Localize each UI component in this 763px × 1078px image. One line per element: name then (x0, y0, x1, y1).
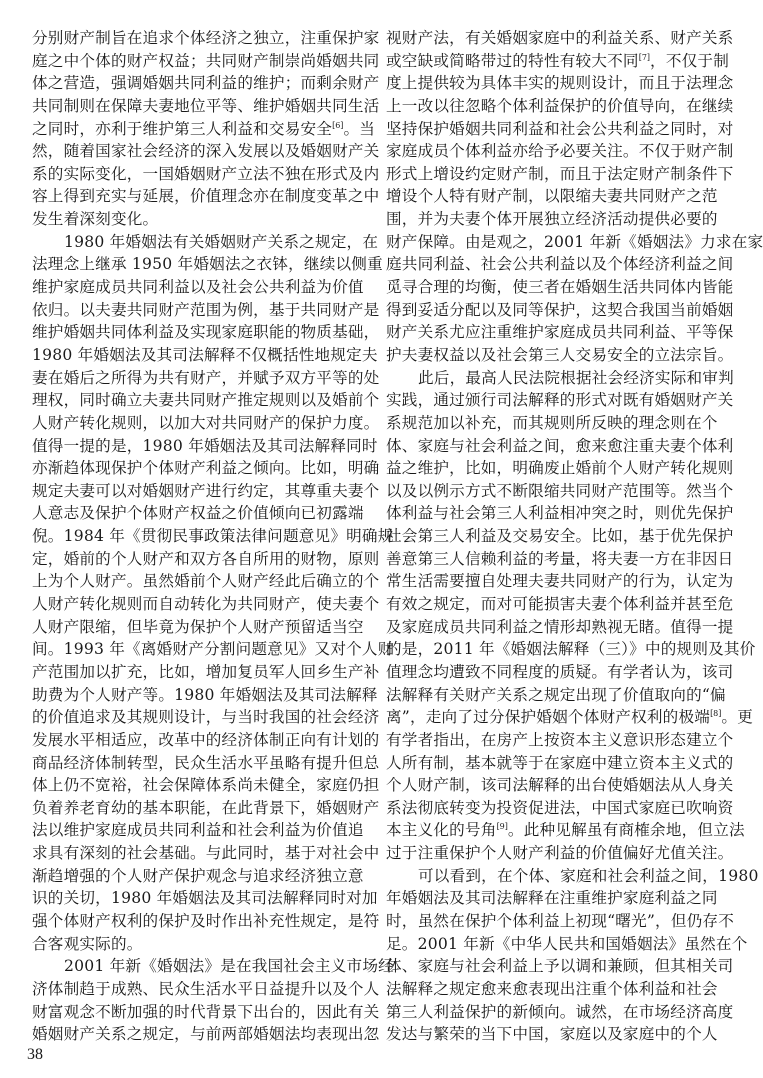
text-line (386, 502, 734, 525)
text-line (386, 367, 734, 390)
text-line (386, 593, 734, 616)
text-line (32, 684, 378, 707)
line-text: 1980 年婚姻法及其司法解释不仅概括性地规定夫 (32, 345, 378, 364)
line-text: 财富观念不断加强的时代背景下出台的，因此有关 (32, 1002, 380, 1021)
text-line (386, 797, 734, 820)
line-text: 倪。1984 年《贯彻民事政策法律问题意见》明确规 (32, 527, 394, 546)
line-text: 定，婚前的个人财产和双方各自所用的财物，原则 (32, 549, 380, 568)
line-text: 体利益与社会第三人利益相冲突之时，则优先保护 (386, 504, 734, 523)
text-line (32, 344, 378, 367)
line-text: 商品经济体制转型，民众生活水平虽略有提升但总 (32, 753, 380, 772)
line-text: 识的关切，1980 年婚姻法及其司法解释同时对加 (32, 889, 378, 908)
footnote-reference: [6] (332, 120, 344, 130)
text-line (32, 842, 380, 865)
text-line (386, 163, 734, 186)
line-text: 济体制趋于成熟、民众生活水平日益提升以及个人 (32, 979, 380, 998)
line-text: 求具有深刻的社会基础。与此同时，基于对社会中 (32, 844, 380, 863)
line-text: 个人财产制，该司法解释的出台使婚姻法从人身关 (386, 776, 734, 795)
line-text: 负着养老育幼的基本职能，在此背景下，婚姻财产 (32, 798, 380, 817)
line-text: 体、家庭与社会利益之间，愈来愈注重夫妻个体利 (386, 436, 734, 455)
line-text: 值理念均遭致不同程度的质疑。有学者认为，该司 (386, 662, 734, 681)
line-text: 家庭成员个体利益亦给予必要关注。不仅于财产制 (386, 142, 734, 161)
text-line (32, 27, 380, 50)
line-text: 的价值追求及其规则设计，与当时我国的社会经济 (32, 708, 380, 727)
text-line (386, 457, 734, 480)
text-line (386, 185, 718, 208)
line-text: 助费为个人财产等。1980 年婚姻法及其司法解释 (32, 685, 378, 704)
line-text: 坚持保护婚姻共同利益和社会公共利益之同时，对 (386, 119, 734, 138)
line-text: 度上提供较为具体丰实的规则设计，而且于法理念 (386, 74, 734, 93)
line-text: 分别财产制旨在追求个体经济之独立，注重保护家 (32, 29, 380, 47)
line-text: 足。2001 年新《中华人民共和国婚姻法》虽然在个 (386, 934, 748, 953)
line-text: 1980 年婚姻法有关婚姻财产关系之规定，在 (64, 232, 379, 251)
text-line (32, 933, 356, 956)
text-line (32, 367, 380, 390)
text-line (32, 1023, 380, 1046)
text-line (32, 276, 364, 299)
text-line (32, 72, 380, 95)
text-line (386, 548, 734, 571)
text-line (32, 253, 383, 276)
line-text: 实践，通过颁行司法解释的形式对既有婚姻财产关 (386, 391, 734, 410)
line-text: 然，随着国家社会经济的深入发展以及婚姻财产关 (32, 142, 380, 161)
line-text: 依归。以夫妻共同财产范围为例，基于共同财产是 (32, 300, 380, 319)
text-line (386, 276, 734, 299)
text-line (32, 752, 380, 775)
text-line (386, 525, 734, 548)
line-text: 及家庭成员共同利益之情形却熟视无睹。值得一提 (386, 617, 734, 636)
text-line (32, 118, 376, 141)
text-line (32, 435, 378, 458)
text-line (32, 299, 380, 322)
text-line (32, 978, 380, 1001)
line-text: 离”，走向了过分保护婚姻个体财产权利的极端 (386, 708, 711, 727)
text-line (32, 502, 364, 525)
text-line (386, 819, 745, 842)
text-line (386, 933, 748, 956)
line-text: 社会第三人利益及交易安全。比如，基于优先保护 (386, 527, 734, 546)
text-line (386, 684, 726, 707)
right-text-column (386, 27, 763, 1046)
line-text: 人意志及保护个体财产权益之价值倾向已初露端 (32, 504, 364, 523)
line-text: 有效之规定，而对可能损害夫妻个体利益并甚至危 (386, 595, 734, 614)
footnote-reference: [8] (710, 709, 722, 719)
text-line (386, 661, 734, 684)
text-line (32, 140, 380, 163)
text-line (386, 253, 734, 276)
line-text: 体之营造，强调婚姻共同利益的维护；而剩余财产 (32, 74, 380, 93)
line-text: 间。1993 年《离婚财产分割问题意见》又对个人财 (32, 640, 394, 659)
line-text: 人财产限缩，但毕竟为保护个人财产预留适当空 (32, 617, 364, 636)
left-text-column (32, 27, 394, 1046)
text-line (386, 1001, 734, 1024)
text-line (32, 412, 380, 435)
line-text: 发展水平相适应，改革中的经济体制正向有计划的 (32, 730, 380, 749)
line-text: 法解释之规定愈来愈表现出注重个体利益和社会 (386, 979, 718, 998)
text-line (32, 616, 364, 639)
text-line (32, 819, 364, 842)
line-text: 益之维护，比如，明确废止婚前个人财产转化规则 (386, 459, 734, 478)
text-line (32, 1001, 380, 1024)
line-text: 值得一提的是，1980 年婚姻法及其司法解释同时 (32, 436, 378, 455)
text-line (32, 163, 380, 186)
line-text: 容上得到充实与延展，价值理念亦在制度变革之中 (32, 187, 380, 206)
text-line (386, 299, 734, 322)
text-line (32, 910, 380, 933)
text-line (32, 887, 378, 910)
line-text: 体、家庭与社会利益上予以调和兼顾，但其相关司 (386, 957, 734, 976)
text-line (386, 729, 734, 752)
line-text: 以及以例示方式不断限缩共同财产范围等。然当个 (386, 481, 734, 500)
line-text: 之同时，亦利于维护第三人利益和交易安全 (32, 119, 333, 138)
line-text: 的是，2011 年《婚姻法解释（三）》中的规则及其价 (386, 640, 756, 659)
line-text: 庭之中个体的财产权益；共同财产制崇尚婚姻共同 (32, 51, 380, 70)
line-text: 人财产转化规则而自动转化为共同财产，使夫妻个 (32, 595, 380, 614)
text-line (386, 480, 734, 503)
text-line (32, 955, 394, 978)
line-text: 财产保障。由是观之，2001 年新《婚姻法》力求在家 (386, 232, 763, 251)
text-line (32, 480, 380, 503)
text-line (32, 457, 380, 480)
line-text: 形式上增设约定财产制，而且于法定财产制条件下 (386, 164, 734, 183)
line-text: 合客观实际的。 (32, 934, 143, 953)
text-line (32, 729, 380, 752)
line-text: 增设个人特有财产制，以限缩夫妻共同财产之范 (386, 187, 718, 206)
text-line (386, 865, 759, 888)
text-line (32, 321, 380, 344)
line-text: 发达与繁荣的当下中国，家庭以及家庭中的个人 (386, 1025, 718, 1044)
line-text: 系的实际变化，一国婚姻财产立法不独在形式及内 (32, 164, 380, 183)
line-text: 第三人利益保护的新倾向。诚然，在市场经济高度 (386, 1002, 734, 1021)
text-line (386, 231, 763, 254)
line-text: 可以看到，在个体、家庭和社会利益之间，1980 (418, 866, 759, 885)
text-line (32, 593, 380, 616)
text-line (32, 525, 394, 548)
line-text: 上一改以往忽略个体利益保护的价值导向，在继续 (386, 96, 734, 115)
text-line (386, 978, 718, 1001)
text-line (32, 231, 379, 254)
line-text: 上为个人财产。虽然婚前个人财产经此后确立的个 (32, 572, 380, 591)
line-text: 法以维护家庭成员共同利益和社会利益为价值追 (32, 821, 364, 840)
text-line (32, 706, 380, 729)
page-number: 38 (27, 1046, 43, 1063)
line-text: 得到妥适分配以及同等保护，这契合我国当前婚姻 (386, 300, 734, 319)
text-line (32, 797, 380, 820)
line-text: 围，并为夫妻个体开展独立经济活动提供必要的 (386, 210, 718, 229)
text-line (32, 638, 394, 661)
line-text-continued: ，不仅于制 (650, 51, 730, 70)
line-text: 系法彻底转变为投资促进法，中国式家庭已吹响资 (386, 798, 734, 817)
line-text: 或空缺或简略带过的特性有较大不同 (386, 51, 639, 70)
text-line (386, 752, 734, 775)
text-line (386, 72, 734, 95)
line-text: 妻在婚后之所得为共有财产，并赋予双方平等的处 (32, 368, 380, 387)
text-line (386, 344, 734, 367)
text-line (32, 389, 380, 412)
line-text: 渐趋增强的个人财产保护观念与追求经济独立意 (32, 866, 364, 885)
text-line (386, 1023, 718, 1046)
line-text: 维护家庭成员共同利益以及社会公共利益为价值 (32, 278, 364, 297)
text-line (32, 50, 380, 73)
text-line (386, 887, 718, 910)
text-line (32, 865, 364, 888)
line-text: 庭共同利益、社会公共利益以及个体经济利益之间 (386, 255, 734, 274)
text-line (32, 661, 380, 684)
text-line (386, 118, 734, 141)
line-text: 共同制则在保障夫妻地位平等、维护婚姻共同生活 (32, 96, 380, 115)
text-line (386, 321, 734, 344)
footnote-reference: [7] (638, 52, 651, 62)
text-line (386, 140, 734, 163)
line-text: 2001 年新《婚姻法》是在我国社会主义市场经 (64, 957, 394, 976)
line-text: 时，虽然在保护个体利益上初现“曙光”，但仍存不 (386, 911, 735, 930)
text-line (386, 955, 734, 978)
line-text: 法理念上继承 1950 年婚姻法之衣钵，继续以侧重 (32, 255, 383, 274)
text-line (32, 774, 380, 797)
text-line (386, 208, 718, 231)
line-text: 年婚姻法及其司法解释在注重维护家庭利益之同 (386, 889, 718, 908)
text-line (32, 185, 380, 208)
text-line (386, 27, 734, 50)
text-line (386, 412, 718, 435)
line-text: 强个体财产权利的保护及时作出补充性规定，是符 (32, 911, 380, 930)
text-line (32, 95, 380, 118)
text-line (386, 910, 735, 933)
text-line (386, 774, 734, 797)
line-text: 觅寻合理的均衡，使三者在婚姻生活共同体内皆能 (386, 278, 734, 297)
line-text: 体上仍不宽裕，社会保障体系尚未健全，家庭仍担 (32, 776, 380, 795)
line-text: 亦渐趋体现保护个体财产利益之倾向。比如，明确 (32, 459, 380, 478)
line-text: 常生活需要擅自处理夫妻共同财产的行为，认定为 (386, 572, 734, 591)
text-line (386, 435, 734, 458)
text-line (386, 842, 734, 865)
line-text: 过于注重保护个人财产利益的价值偏好尤值关注。 (386, 844, 734, 863)
line-text: 维护婚姻共同体利益及实现家庭职能的物质基础， (32, 323, 380, 342)
line-text: 法解释有关财产关系之规定出现了价值取向的“偏 (386, 685, 726, 704)
text-line (386, 95, 734, 118)
line-text: 规定夫妻可以对婚姻财产进行约定，其尊重夫妻个 (32, 481, 380, 500)
text-line (386, 638, 756, 661)
text-line (386, 50, 730, 73)
line-text-continued: 。当 (343, 119, 376, 138)
line-text: 有学者指出，在房产上按资本主义意识形态建立个 (386, 730, 734, 749)
text-line (32, 570, 380, 593)
footnote-reference: [9] (496, 822, 508, 832)
line-text: 此后，最高人民法院根据社会经济实际和审判 (418, 368, 734, 387)
line-text: 财产关系尤应注重维护家庭成员共同利益、平等保 (386, 323, 734, 342)
line-text: 善意第三人信赖利益的考量，将夫妻一方在非因日 (386, 549, 734, 568)
line-text: 人财产转化规则，以加大对共同财产的保护力度。 (32, 413, 380, 432)
text-line (386, 616, 734, 639)
line-text: 理权，同时确立夫妻共同财产推定规则以及婚前个 (32, 391, 380, 410)
line-text: 发生着深刻变化。 (32, 210, 159, 229)
line-text: 婚姻财产关系之规定，与前两部婚姻法均表现出忽 (32, 1025, 380, 1044)
text-line (386, 570, 734, 593)
line-text-continued: 。更 (721, 708, 753, 727)
line-text-continued: 。此种见解虽有商榷余地，但立法 (507, 821, 745, 840)
line-text: 视财产法，有关婚姻家庭中的利益关系、财产关系 (386, 29, 734, 47)
line-text: 护夫妻权益以及社会第三人交易安全的立法宗旨。 (386, 345, 734, 364)
text-line (386, 706, 753, 729)
line-text: 系规范加以补充，而其规则所反映的理念则在个 (386, 413, 718, 432)
text-line (386, 389, 734, 412)
text-line (32, 548, 380, 571)
text-line (32, 208, 356, 231)
line-text: 产范围加以扩充，比如，增加复员军人回乡生产补 (32, 662, 380, 681)
line-text: 本主义化的号角 (386, 821, 497, 840)
line-text: 人所有制，基本就等于在家庭中建立资本主义式的 (386, 753, 734, 772)
